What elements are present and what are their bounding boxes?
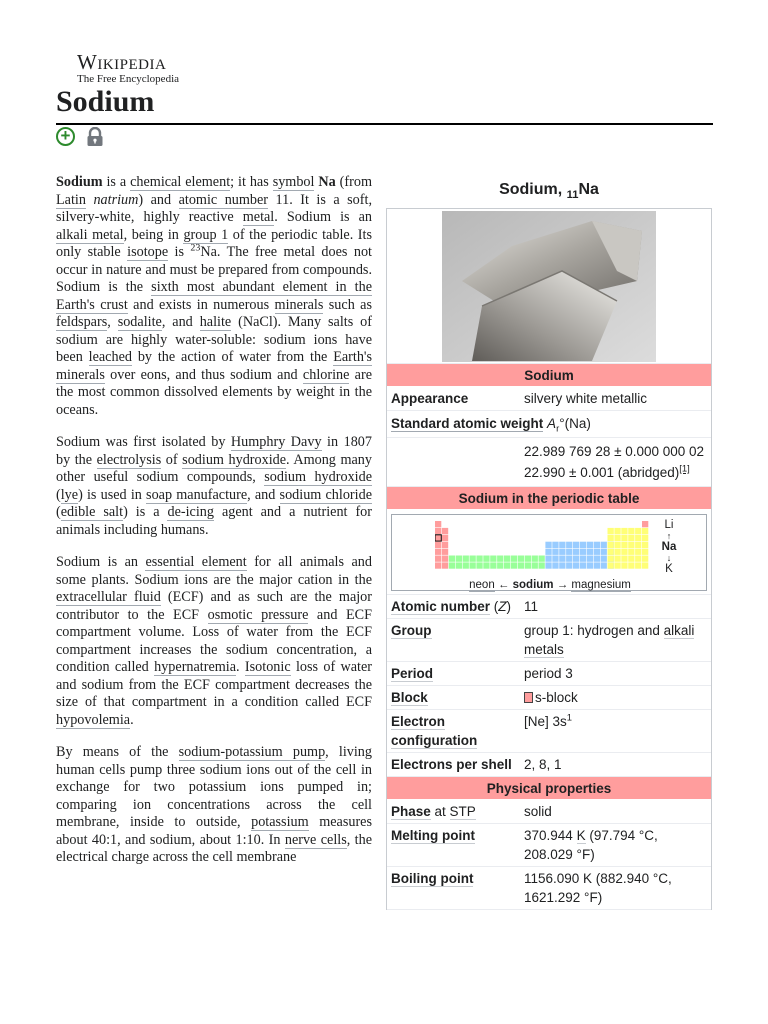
melting-point-value: 370.944 K (97.794 °C, 208.029 °F) — [524, 828, 658, 862]
s-block-swatch — [524, 692, 533, 703]
pt-cell — [594, 549, 600, 555]
link-chemical-element[interactable]: chemical element — [130, 174, 231, 190]
pt-cell — [504, 562, 510, 568]
link-abundance[interactable]: sixth most abundant element in the Earth's crust — [56, 279, 372, 313]
link-soap-manufacture[interactable]: soap manufacture — [146, 486, 248, 503]
link-li[interactable]: Li — [664, 519, 674, 531]
lock-icon[interactable] — [86, 127, 104, 147]
pt-cell — [463, 556, 469, 562]
pt-cell — [573, 542, 579, 548]
pt-cell — [532, 562, 538, 568]
link-halite[interactable]: halite — [199, 314, 232, 330]
atomic-number-value: 11 — [524, 599, 539, 614]
article-body — [56, 174, 372, 882]
paragraph-biology: Sodium is an essential element for all animals and some plants. Sodium ions are the major cation in the extracellular fluid (ECF) and as such are the major contributor to the ECF osmotic pressure and ECF compartment volume. Loss of water from the ECF compartment increases the sodium concentration, a condition called hypernatremia. Isotonic loss of water and sodium from the ECF compartment decreases the size of that compartment in a condition called ECF hypovolemia. — [56, 554, 373, 728]
link-group[interactable]: Group — [391, 623, 432, 638]
pt-cell — [456, 556, 462, 562]
pt-cell — [580, 556, 586, 562]
link-isotope[interactable]: isotope — [127, 244, 169, 260]
pt-cell — [573, 562, 579, 568]
pt-cell-sodium — [435, 535, 441, 541]
pt-cell — [628, 535, 634, 541]
pt-cell — [552, 549, 558, 555]
link-osmotic-pressure[interactable]: osmotic pressure — [207, 606, 309, 623]
pt-cell — [642, 542, 648, 548]
link-electrolysis[interactable]: electrolysis — [96, 451, 162, 468]
plus-icon[interactable]: + — [56, 127, 75, 146]
atomic-weight-abridged: 22.990 ± 0.001 (abridged)[1] — [524, 463, 690, 480]
pt-cell — [545, 542, 551, 548]
pt-cell — [614, 528, 620, 534]
pt-cell — [580, 542, 586, 548]
pt-cell — [552, 542, 558, 548]
pt-cell — [580, 562, 586, 568]
link-melting-point[interactable]: Melting point — [391, 828, 475, 843]
link-hypernatremia[interactable]: hypernatremia — [154, 659, 237, 675]
pt-cell — [628, 528, 634, 534]
row-block — [387, 686, 711, 710]
block-value: s-block — [520, 686, 711, 709]
appearance-label: Appearance — [391, 391, 469, 406]
link-minerals-2[interactable]: minerals — [56, 366, 105, 383]
row-phase: Phase at STP solid — [387, 800, 711, 824]
pt-cell — [525, 556, 531, 562]
link-standard-atomic-weight[interactable]: Standard atomic weight — [391, 416, 544, 431]
pt-cell — [566, 549, 572, 555]
electron-configuration-value: [Ne] $3s^1$ — [524, 712, 573, 729]
pt-cell — [545, 556, 551, 562]
electrons-per-shell-label: Electrons per shell — [391, 757, 512, 772]
wikipedia-logo[interactable] — [77, 52, 179, 86]
link-boiling-point[interactable]: Boiling point — [391, 871, 474, 886]
boiling-point-value: 1156.090 K (882.940 °C, 1621.292 °F) — [524, 871, 672, 905]
link-symbol[interactable]: symbol — [272, 174, 315, 190]
pt-cell — [642, 549, 648, 555]
term-sodium: Sodium — [56, 174, 103, 190]
pt-cell — [545, 549, 551, 555]
pt-cell — [635, 528, 641, 534]
pt-cell — [614, 556, 620, 562]
phase-value: solid — [524, 804, 552, 819]
pt-cell — [476, 556, 482, 562]
pt-cell — [435, 542, 441, 548]
atomic-weight-value: 22.989 769 28 ± 0.000 000 02 — [524, 444, 705, 459]
link-group-1[interactable]: group 1 — [183, 226, 229, 243]
pt-cell — [566, 562, 572, 568]
pt-cell — [504, 556, 510, 562]
pt-cell — [580, 549, 586, 555]
infobox — [386, 208, 712, 910]
link-feldspars[interactable]: feldspars — [56, 314, 108, 330]
appearance-value: silvery white metallic — [524, 391, 648, 406]
periodic-neighbors-horizontal: neon ← sodium → magnesium — [469, 579, 631, 591]
pt-cell — [608, 549, 614, 555]
pt-cell — [642, 521, 648, 527]
pt-current-sodium: sodium — [512, 579, 554, 591]
link-k[interactable]: K — [665, 563, 673, 575]
pt-cell — [552, 556, 558, 562]
pt-cell — [435, 521, 441, 527]
link-lye[interactable]: lye — [60, 486, 79, 503]
pt-cell — [628, 556, 634, 562]
pt-cell — [511, 556, 517, 562]
pt-cell — [435, 556, 441, 562]
pt-cell — [483, 556, 489, 562]
infobox-header-periodic: Sodium in the periodic table — [387, 487, 711, 510]
pt-cell — [621, 549, 627, 555]
pt-cell — [539, 562, 545, 568]
pt-cell — [490, 556, 496, 562]
link-block[interactable]: Block — [391, 690, 428, 705]
link-edible-salt[interactable]: edible salt — [60, 504, 124, 520]
group-value: group 1: hydrogen and alkali metals — [524, 623, 695, 657]
infobox-header-sodium: Sodium — [387, 364, 711, 387]
pt-cell — [566, 556, 572, 562]
pt-cell — [456, 562, 462, 568]
pt-cell — [642, 535, 648, 541]
logo-wordmark: Wikipedia — [77, 50, 167, 74]
pt-cell — [601, 542, 607, 548]
sodium-photo[interactable] — [387, 209, 711, 364]
periodic-table[interactable] — [391, 514, 707, 591]
pt-cell — [525, 562, 531, 568]
pt-cell — [608, 542, 614, 548]
pt-cell — [497, 562, 503, 568]
pt-cell — [621, 562, 627, 568]
link-metal[interactable]: metal — [242, 209, 275, 225]
pt-cell — [483, 562, 489, 568]
pt-cell — [435, 528, 441, 534]
pt-cell — [442, 562, 448, 568]
pt-symbol-na: Na — [661, 541, 677, 553]
pt-cell — [435, 549, 441, 555]
pt-cell — [449, 562, 455, 568]
pt-cell — [621, 542, 627, 548]
link-humphry-davy[interactable]: Humphry Davy — [230, 434, 322, 450]
pt-cell — [594, 542, 600, 548]
pt-cell — [642, 562, 648, 568]
pt-cell — [614, 562, 620, 568]
pt-cell — [463, 562, 469, 568]
pt-cell — [587, 556, 593, 562]
link-extracellular-fluid[interactable]: extracellular fluid — [56, 589, 161, 605]
pt-cell — [559, 562, 565, 568]
page-title: Sodium — [56, 85, 155, 118]
periodic-table-graphic — [435, 521, 675, 583]
link-period[interactable]: Period — [391, 666, 434, 681]
link-hypovolemia[interactable]: hypovolemia — [56, 711, 131, 728]
pt-cell — [573, 549, 579, 555]
pt-cell — [559, 542, 565, 548]
link-sodium-hydroxide[interactable]: sodium hydroxide — [182, 451, 287, 468]
pt-cell — [559, 556, 565, 562]
link-sodalite[interactable]: sodalite — [117, 314, 162, 330]
pt-cell — [539, 556, 545, 562]
row-atomic-number: Atomic number (Z) 11 — [387, 595, 711, 619]
sodium-metal-image — [442, 211, 656, 362]
link-magnesium[interactable]: magnesium — [571, 579, 631, 591]
term-natrium: natrium — [93, 191, 139, 208]
row-appearance — [387, 387, 711, 411]
pt-cell — [601, 549, 607, 555]
pt-cell — [470, 562, 476, 568]
link-leached[interactable]: leached — [88, 349, 132, 365]
symbol-na: Na — [318, 174, 336, 190]
pt-cell — [594, 562, 600, 568]
pt-cell — [566, 542, 572, 548]
pt-cell — [587, 549, 593, 555]
link-phase[interactable]: Phase — [391, 804, 431, 819]
link-isotonic[interactable]: Isotonic — [244, 659, 291, 675]
pt-cell — [635, 556, 641, 562]
pt-cell — [497, 556, 503, 562]
row-atomic-weight-label: Standard atomic weight $A_r^\circ(Na)$ — [387, 411, 711, 438]
link-essential-element[interactable]: essential element — [145, 554, 247, 570]
pt-cell — [532, 556, 538, 562]
pt-cell — [587, 542, 593, 548]
pt-cell — [635, 535, 641, 541]
link-alkali-metals[interactable]: alkali metals — [524, 623, 695, 657]
link-neon[interactable]: neon — [469, 579, 495, 591]
pt-cell — [628, 562, 634, 568]
pt-cell — [642, 528, 648, 534]
row-electrons-per-shell — [387, 753, 711, 777]
link-atomic-number-infobox[interactable]: Atomic number — [391, 599, 491, 614]
pt-cell — [621, 528, 627, 534]
pt-cell — [545, 562, 551, 568]
pt-cell — [628, 542, 634, 548]
infobox-header-physical: Physical properties — [387, 777, 711, 800]
link-atomic-number[interactable]: atomic number — [178, 191, 269, 208]
row-melting-point — [387, 824, 711, 867]
infobox-title: Sodium, $_{11}$Na — [499, 181, 599, 202]
row-atomic-weight-values — [387, 438, 711, 487]
pt-cell — [511, 562, 517, 568]
logo-tagline: The Free Encyclopedia — [77, 73, 180, 85]
pt-cell — [621, 556, 627, 562]
pt-cell — [552, 562, 558, 568]
paragraph-pump: By means of the sodium-potassium pump, living human cells pump three sodium ions out of the cell in exchange for two potassium ions pumped in; comparing ion concentrations across the cell membrane, inside to outside, potassium measures about 40:1, and sodium, about 1:10. In nerve cells, the electrical charge across the cell membrane — [56, 744, 372, 865]
link-alkali-metal[interactable]: alkali metal — [56, 226, 124, 243]
pt-cell — [442, 535, 448, 541]
pt-cell — [635, 549, 641, 555]
link-minerals[interactable]: minerals — [274, 296, 324, 313]
electrons-per-shell-value: 2, 8, 1 — [524, 757, 562, 772]
reference-1[interactable]: [1] — [679, 463, 690, 475]
link-latin[interactable]: Latin — [56, 191, 86, 208]
pt-cell — [587, 562, 593, 568]
title-divider — [56, 123, 713, 125]
period-value: period 3 — [524, 666, 573, 681]
pt-cell — [608, 535, 614, 541]
pt-cell — [628, 549, 634, 555]
pt-cell — [573, 556, 579, 562]
pt-cell — [608, 528, 614, 534]
pt-cell — [470, 556, 476, 562]
pt-cell — [442, 549, 448, 555]
row-group — [387, 619, 711, 662]
pt-cell — [635, 562, 641, 568]
link-sodium-potassium-pump[interactable]: sodium-potassium pump — [178, 744, 326, 760]
row-boiling-point — [387, 867, 711, 910]
link-earths[interactable]: Earth's — [333, 349, 372, 365]
pt-cell — [442, 556, 448, 562]
pt-cell — [442, 528, 448, 534]
pt-cell — [608, 562, 614, 568]
pt-cell — [435, 562, 441, 568]
paragraph-intro: Sodium is a chemical element; it has symbol Na (from Latin natrium) and atomic number 11. It is a soft, silvery-white, highly reactive metal. Sodium is an alkali metal, being in group 1 of the periodic table. Its only stable isotope is $^{23}$Na. The free metal does not occur in nature and must be prepared from compounds. Sodium is the sixth most abundant element in the Earth's crust and exists in numerous minerals such as feldspars, sodalite, and halite (NaCl). Many salts of sodium are highly water-soluble: sodium ions have been leached by the action of water from the Earth's minerals over eons, and thus sodium and chlorine are the most common dissolved elements by weight in the oceans. — [56, 174, 372, 418]
pt-cell — [518, 556, 524, 562]
pt-cell — [635, 542, 641, 548]
link-stp[interactable]: STP — [449, 804, 476, 819]
periodic-neighbors-vertical: Li ↑ Na ↓ K — [654, 520, 684, 575]
pt-cell — [518, 562, 524, 568]
pt-cell — [559, 549, 565, 555]
pt-cell — [490, 562, 496, 568]
row-electron-configuration — [387, 710, 711, 753]
row-period — [387, 662, 711, 686]
pt-cell — [621, 535, 627, 541]
pt-cell — [601, 562, 607, 568]
link-de-icing[interactable]: de-icing — [167, 504, 214, 520]
mass-number: 23 — [190, 242, 201, 254]
pt-cell — [449, 556, 455, 562]
pt-cell — [614, 542, 620, 548]
pt-cell — [614, 535, 620, 541]
pt-cell — [614, 549, 620, 555]
link-sodium-chloride[interactable]: sodium chloride — [279, 486, 372, 503]
pt-cell — [442, 542, 448, 548]
pt-cell — [601, 556, 607, 562]
link-nerve-cells[interactable]: nerve cells — [284, 831, 347, 848]
pt-cell — [642, 556, 648, 562]
pt-cell — [476, 562, 482, 568]
link-kelvin[interactable]: K — [576, 828, 586, 843]
paragraph-isolation: Sodium was first isolated by Humphry Davy in 1807 by the electrolysis of sodium hydroxide. Among many other useful sodium compounds, sodium hydroxide (lye) is used in soap manufacture, and sodium chloride (edible salt) is a de-icing agent and a nutrient for animals including humans. — [56, 434, 372, 538]
pt-cell — [594, 556, 600, 562]
link-potassium[interactable]: potassium — [251, 814, 309, 830]
link-chlorine[interactable]: chlorine — [302, 366, 350, 383]
pt-cell — [608, 556, 614, 562]
link-sodium-hydroxide-2[interactable]: sodium hydroxide — [264, 469, 372, 485]
periodic-table-box — [387, 510, 711, 595]
link-electron-configuration[interactable]: Electron configuration — [391, 714, 478, 748]
